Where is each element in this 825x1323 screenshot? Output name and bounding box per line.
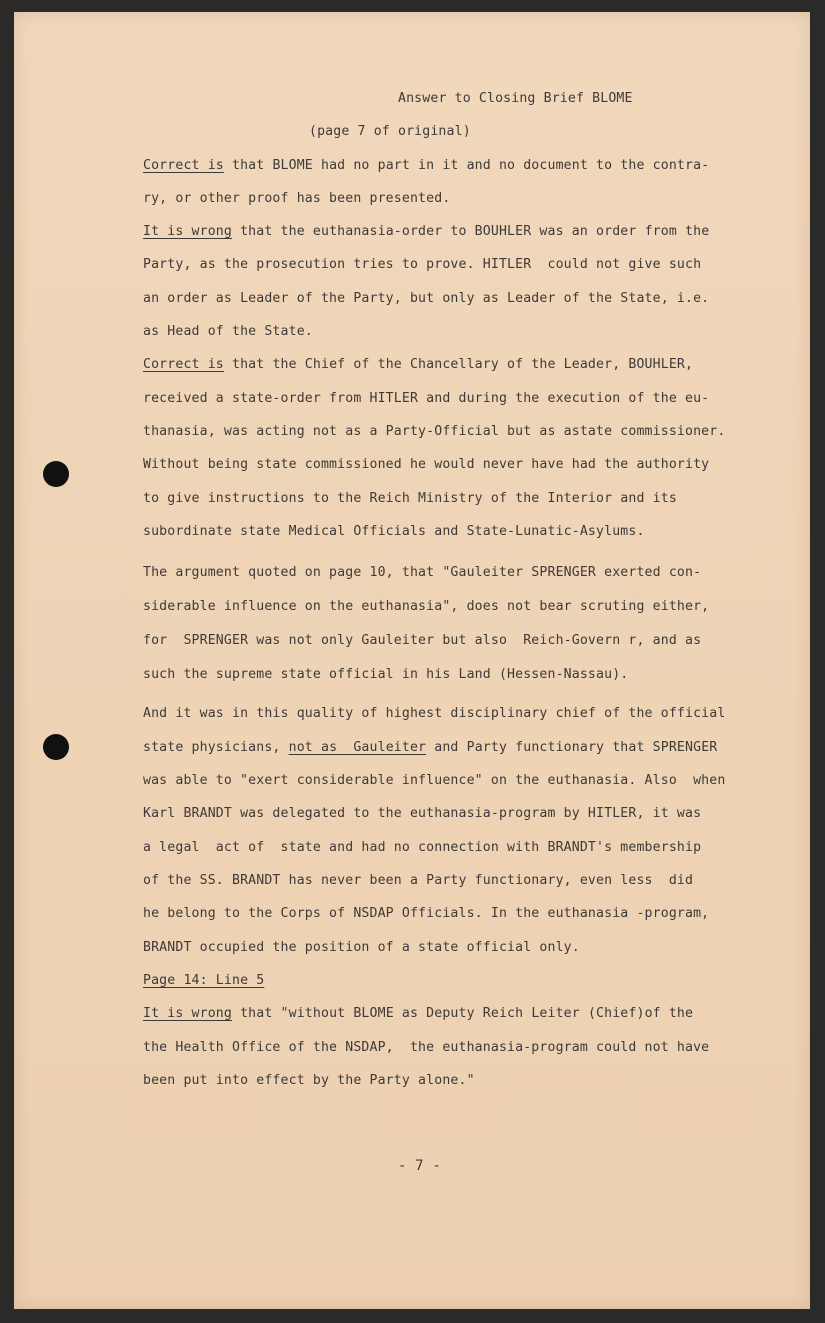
document-title: Answer to Closing Brief BLOME (398, 91, 633, 106)
text-line: It is wrong that the euthanasia-order to BOUHLER was an order from the (143, 224, 710, 239)
text-line: to give instructions to the Reich Ministry of the Interior and its (143, 491, 677, 506)
page-number: - 7 - (398, 1158, 441, 1174)
text-line: of the SS. BRANDT has never been a Party functionary, even less did (143, 873, 694, 888)
text-line: was able to "exert considerable influence" on the euthanasia. Also when (143, 773, 726, 788)
text-line: BRANDT occupied the position of a state official only. (143, 940, 580, 955)
text-line: ry, or other proof has been presented. (143, 191, 451, 206)
text-line: been put into effect by the Party alone." (143, 1073, 475, 1088)
text-line: state physicians, not as Gauleiter and Party functionary that SPRENGER (143, 740, 718, 755)
text-line: Without being state commissioned he would never have had the authority (143, 457, 710, 472)
section-reference: Page 14: Line 5 (143, 973, 265, 988)
text-line: such the supreme state official in his Land (Hessen-Nassau). (143, 667, 629, 682)
text-line: Party, as the prosecution tries to prove. HITLER could not give such (143, 257, 702, 272)
text-line: Karl BRANDT was delegated to the euthanasia-program by HITLER, it was (143, 806, 702, 821)
document-subtitle: (page 7 of original) (309, 124, 471, 139)
punch-hole (43, 461, 69, 487)
text-line: for SPRENGER was not only Gauleiter but also Reich-Govern r, and as (143, 633, 702, 648)
text-line: he belong to the Corps of NSDAP Officials. In the euthanasia -program, (143, 906, 710, 921)
document-page (14, 12, 810, 1309)
text-line: the Health Office of the NSDAP, the euthanasia-program could not have (143, 1040, 710, 1055)
text-line: siderable influence on the euthanasia", does not bear scruting either, (143, 599, 710, 614)
punch-hole (43, 734, 69, 760)
text-line: And it was in this quality of highest disciplinary chief of the official (143, 706, 726, 721)
text-line: as Head of the State. (143, 324, 313, 339)
text-line: Correct is that the Chief of the Chancellary of the Leader, BOUHLER, (143, 357, 694, 372)
text-line: a legal act of state and had no connection with BRANDT's membership (143, 840, 702, 855)
text-line: Correct is that BLOME had no part in it and no document to the contra- (143, 158, 710, 173)
text-line: an order as Leader of the Party, but only as Leader of the State, i.e. (143, 291, 710, 306)
text-line: It is wrong that "without BLOME as Deputy Reich Leiter (Chief)of the (143, 1006, 694, 1021)
text-line: received a state-order from HITLER and during the execution of the eu- (143, 391, 710, 406)
text-line: thanasia, was acting not as a Party-Official but as astate commissioner. (143, 424, 726, 439)
text-line: subordinate state Medical Officials and State-Lunatic-Asylums. (143, 524, 645, 539)
text-line: The argument quoted on page 10, that "Gauleiter SPRENGER exerted con- (143, 565, 702, 580)
